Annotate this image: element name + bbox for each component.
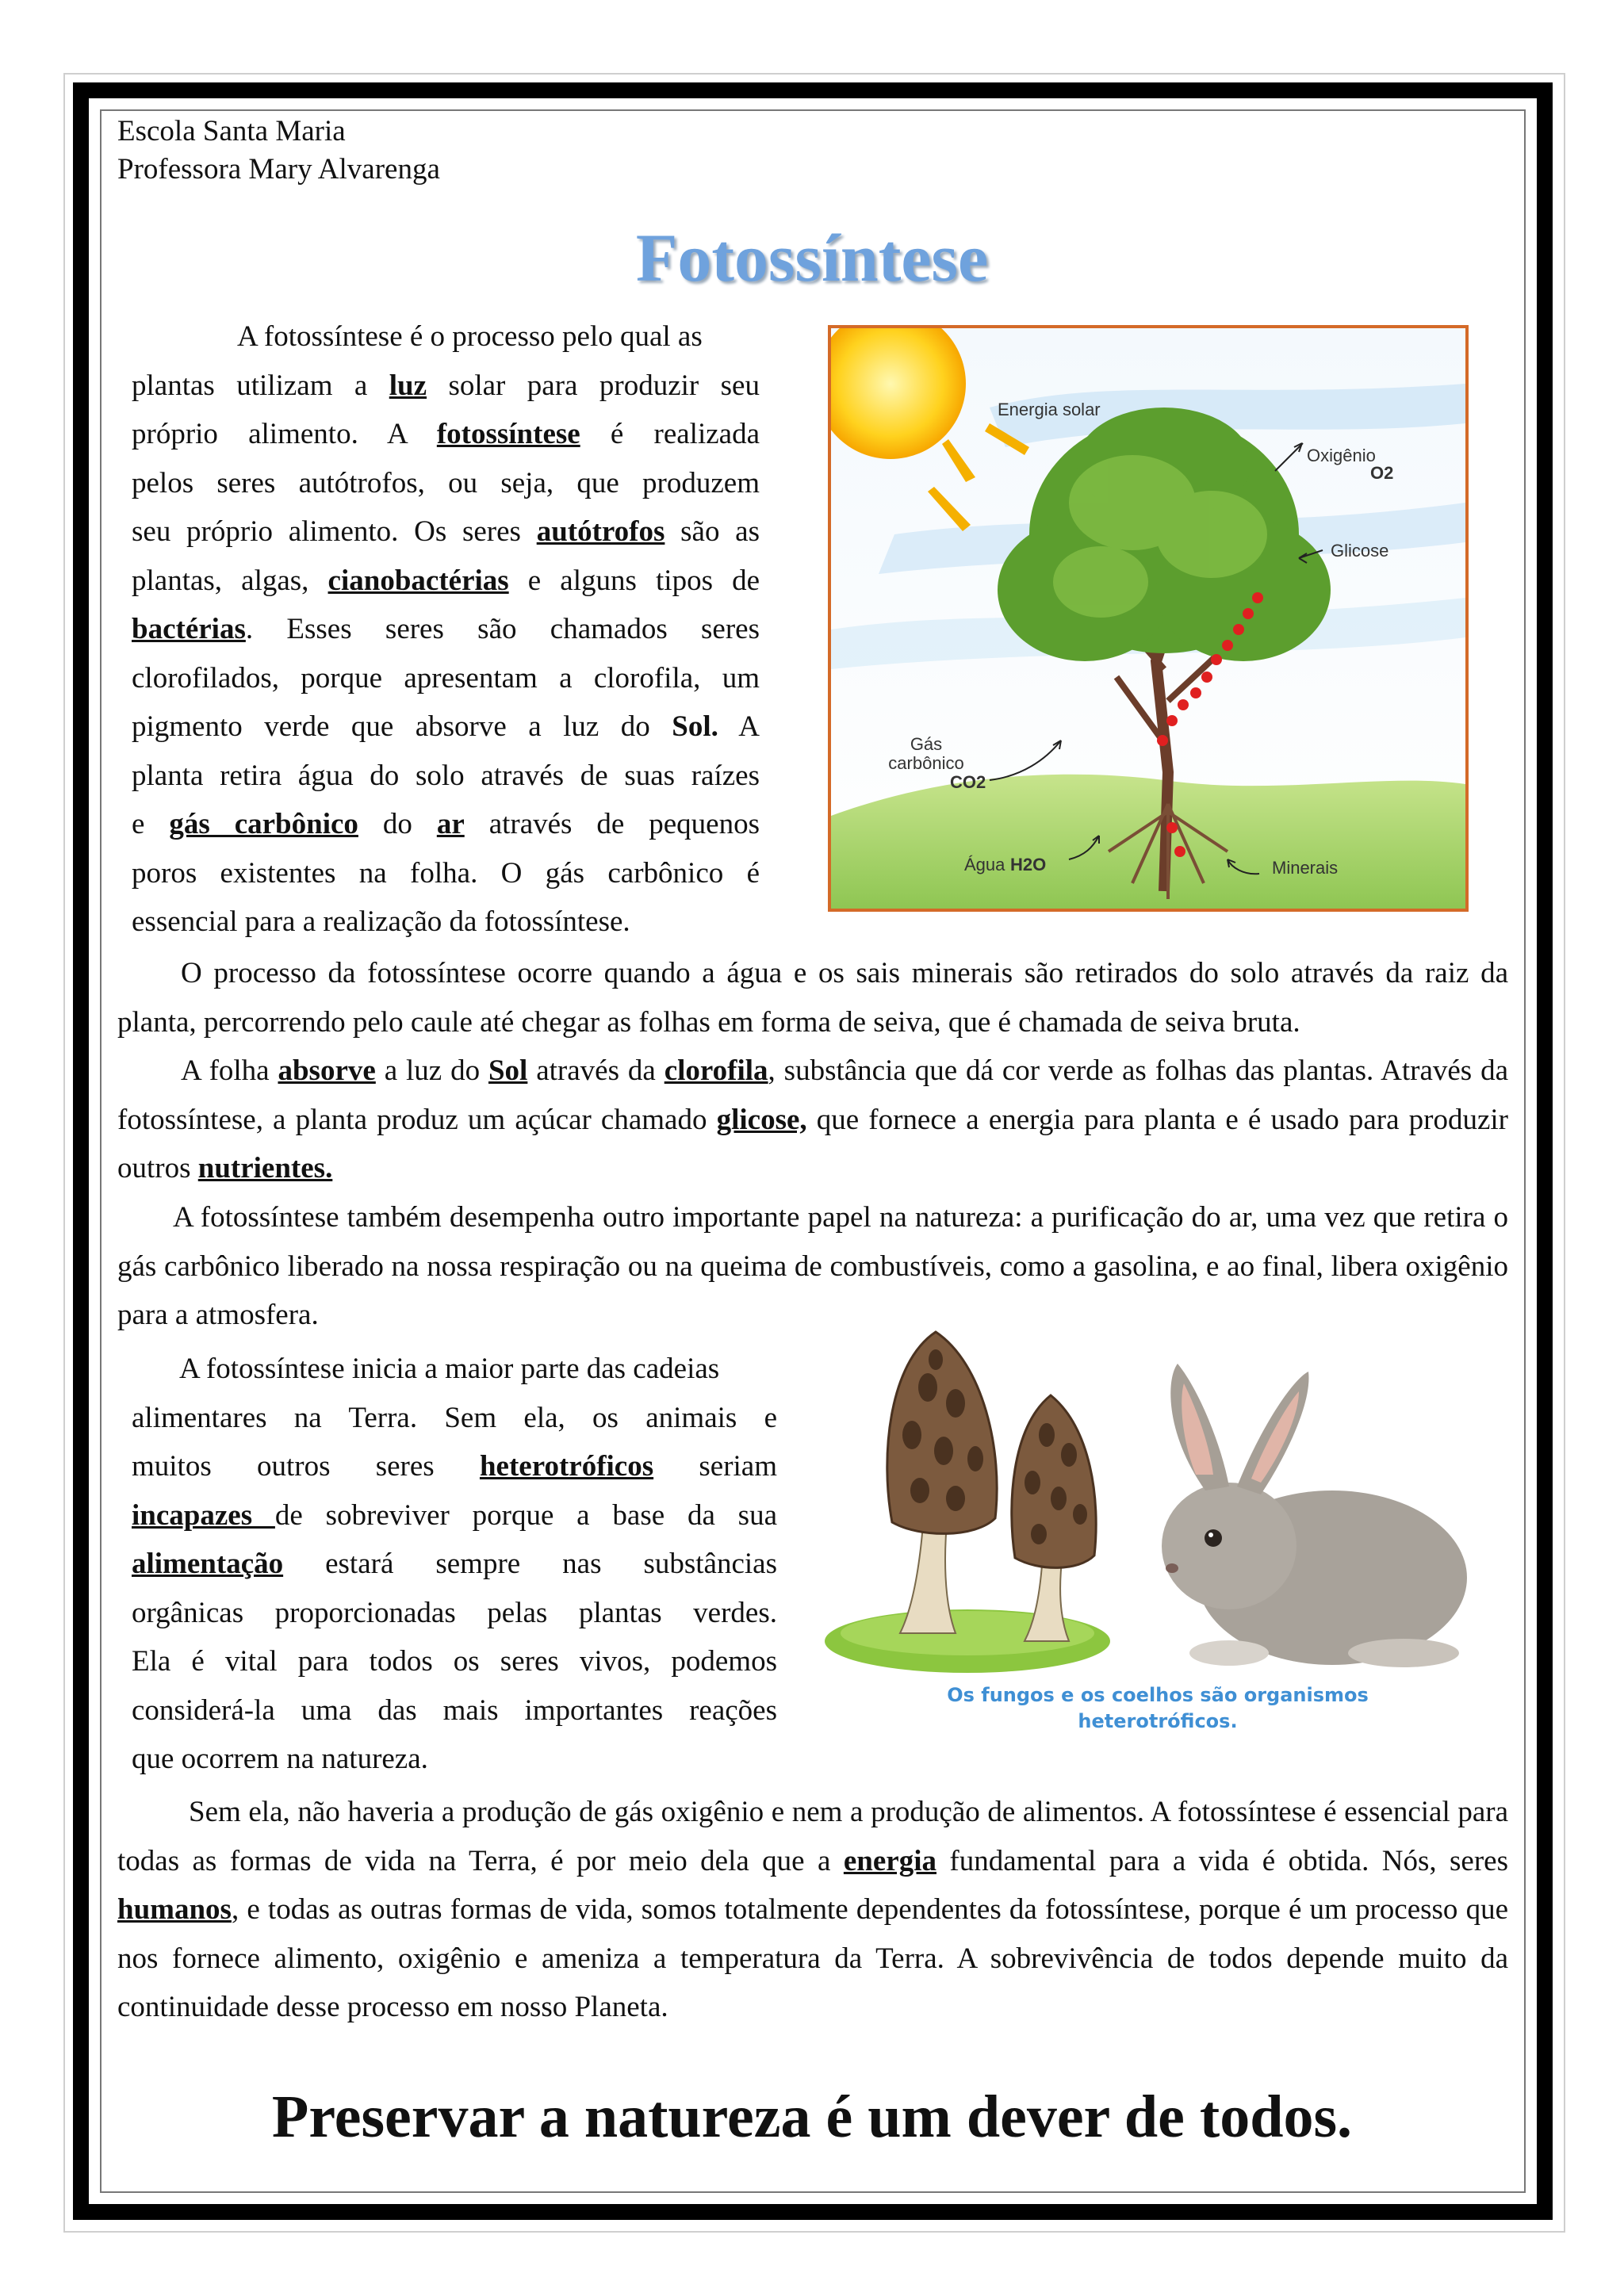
keyword-cianobacterias: cianobactérias [327, 564, 509, 597]
label-agua: Água [964, 855, 1005, 874]
mushroom-icon [1012, 1395, 1096, 1641]
mushroom-icon [887, 1332, 997, 1633]
keyword-ar: ar [436, 808, 465, 840]
keyword-energia: energia [843, 1844, 936, 1877]
label-minerais: Minerais [1272, 858, 1339, 878]
keyword-nutrientes: nutrientes. [197, 1152, 333, 1184]
paragraph-purificacao: A fotossíntese também desempenha outro importante papel na natureza: a purificação do ar, uma vez que retira o gás carbônico liberado na nossa respiração ou na queima de combustíveis, como a gasolina, e ao final, libera oxigênio para a atmosfera. [117, 1201, 1508, 1331]
keyword-incapazes: incapazes [132, 1498, 275, 1532]
label-oxigenio: Oxigênio [1307, 446, 1376, 465]
keyword-absorve: absorve [278, 1054, 376, 1087]
label-gas: Gás [910, 734, 943, 754]
teacher-name: Professora Mary Alvarenga [117, 153, 440, 186]
paragraph-importancia: Sem ela, não haveria a produção de gás oxigênio e nem a produção de alimentos. A fotossíntese é essencial para todas as formas de vida na Terra, é por meio dela que a energia fundamental para a vida é obtida. Nós, seres humanos, e todas as outras formas de vida, somos totalmente dependentes da fotossíntese, porque é um processo que nos fornece alimento, oxigênio e ameniza a temperatura da Terra. A sobrevivência de todos depende muito da continuidade desse processo em nosso Planeta. [117, 1796, 1508, 2023]
image-caption: Os fungos e os coelhos são organismos heterotróficos. [947, 1684, 1369, 1732]
keyword-autotrofos: autótrofos [536, 515, 665, 548]
keyword-alimentacao: alimentação [132, 1548, 284, 1580]
keyword-bacterias: bactérias [132, 613, 246, 645]
label-h2o: H2O [1010, 855, 1047, 874]
label-carbonico: carbônico [888, 753, 964, 773]
paragraph-folha: A folha absorve a luz do Sol através da clorofila, substância que dá cor verde as folhas das plantas. Através da fotossíntese, a planta produz um açúcar chamado glicose, que fornece a energia para planta e é usado para produzir outros nutrientes. [117, 1054, 1508, 1184]
label-co2: CO2 [950, 772, 986, 792]
keyword-luz: luz [389, 369, 427, 402]
closing-statement: Preservar a natureza é um dever de todos. [271, 2084, 1353, 2150]
keyword-glicose: glicose, [716, 1103, 807, 1136]
header [117, 113, 440, 189]
label-glicose: Glicose [1331, 541, 1389, 561]
paragraph-processo: O processo da fotossíntese ocorre quando a água e os sais minerais são retirados do solo através da raiz da planta, percorrendo pelo caule até chegar as folhas em forma de seiva, que é chamada de seiva bruta. [117, 957, 1508, 1039]
paragraph-cadeias: A fotossíntese inicia a maior parte das cadeias alimentares na Terra. Sem ela, os animais e muitos outros seres heterotróficos seriam incapazes de sobreviver porque a base da sua alimentação estará sempre nas substâncias orgânicas proporcionadas pelas plantas verdes. Ela é vital para todos os seres vivos, podemos considerá-la uma das mais importantes reações que ocorrem na natureza. [132, 1353, 777, 1775]
keyword-heterotroficos: heterotróficos [479, 1450, 654, 1483]
keyword-sol: Sol. [672, 710, 718, 743]
keyword-sol-2: Sol [488, 1054, 528, 1087]
mushrooms-rabbit-illustration [817, 1316, 1499, 1681]
tree-illustration [831, 328, 1465, 909]
school-name: Escola Santa Maria [117, 115, 346, 147]
rabbit-icon [1162, 1364, 1467, 1667]
keyword-gas-carbonico: gás carbônico [169, 808, 358, 840]
keyword-clorofila: clorofila [664, 1054, 768, 1087]
label-o2: O2 [1370, 463, 1394, 483]
page-title: Fotossíntese [635, 220, 989, 296]
keyword-humanos: humanos [117, 1893, 232, 1926]
label-energia-solar: Energia solar [998, 400, 1101, 419]
keyword-fotossintese: fotossíntese [436, 418, 580, 450]
photosynthesis-diagram [828, 325, 1469, 912]
paragraph-intro: A fotossíntese é o processo pelo qual as plantas utilizam a luz solar para produzir seu próprio alimento. A fotossíntese é realizada pelos seres autótrofos, ou seja, que produzem seu próprio alimento. Os seres autótrofos são as plantas, algas, cianobactérias e alguns tipos de bactérias. Esses seres são chamados seres clorofilados, porque apresentam a clorofila, um pigmento verde que absorve a luz do Sol. A planta retira água do solo através de suas raízes e gás carbônico do ar através de pequenos poros existentes na folha. O gás carbônico é essencial para a realização da fotossíntese. [132, 320, 760, 938]
